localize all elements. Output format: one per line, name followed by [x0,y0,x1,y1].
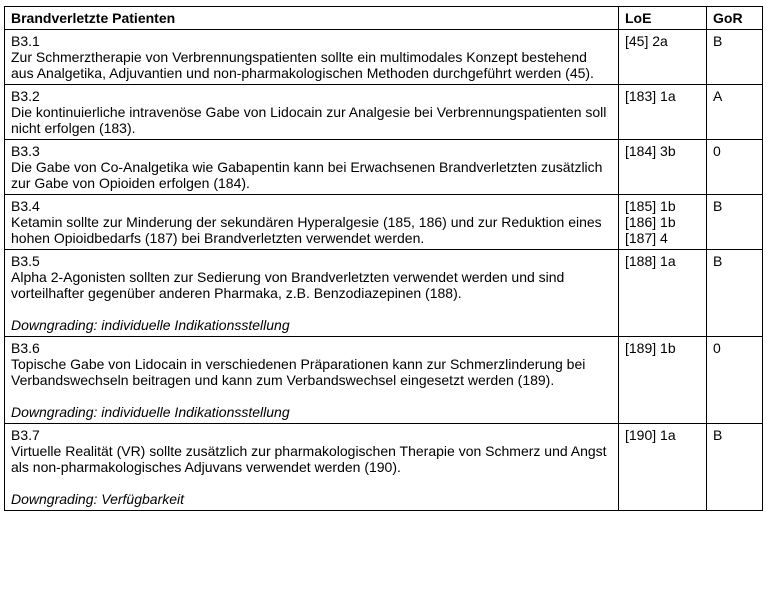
downgrading-note: Downgrading: individuelle Indikationsstellung [11,404,290,420]
loe-value: [185] 1b [625,198,676,214]
recommendation-cell [5,250,619,337]
loe-cell [619,140,707,195]
loe-cell [619,85,707,140]
loe-cell [619,30,707,85]
loe-cell [619,424,707,511]
recommendation-id: B3.5 [11,253,40,269]
recommendation-cell [5,195,619,250]
recommendation-text: Ketamin sollte zur Minderung der sekundären Hyperalgesie (185, 186) und zur Reduktion eines hohen Opioidbedarfs (187) bei Brandverletzten verwendet werden. [11,214,602,246]
loe-cell [619,195,707,250]
downgrading-note: Downgrading: Verfügbarkeit [11,491,185,507]
recommendation-text: Die kontinuierliche intravenöse Gabe von Lidocain zur Analgesie bei Verbrennungspatienten soll nicht erfolgen (183). [11,104,607,136]
recommendations-table [4,6,763,511]
loe-value: [183] 1a [625,88,676,104]
header-gor: GoR [707,7,763,30]
loe-value: [190] 1a [625,427,676,443]
table-row [5,250,763,337]
gor-cell: B [707,195,763,250]
recommendation-id: B3.6 [11,340,40,356]
recommendation-cell [5,337,619,424]
gor-cell: A [707,85,763,140]
recommendation-cell [5,140,619,195]
gor-cell: 0 [707,337,763,424]
gor-cell: B [707,250,763,337]
recommendation-id: B3.3 [11,143,40,159]
recommendation-id: B3.4 [11,198,40,214]
recommendation-cell [5,424,619,511]
loe-value: [187] 4 [625,230,668,246]
gor-cell: 0 [707,140,763,195]
header-loe: LoE [619,7,707,30]
table-body [5,30,763,511]
recommendation-text: Alpha 2-Agonisten sollten zur Sedierung von Brandverletzten verwendet werden und sind vorteilhafter gegenüber anderen Pharmaka, z.B. Benzodiazepinen (188). [11,269,565,301]
header-title: Brandverletzte Patienten [5,7,619,30]
loe-value: [189] 1b [625,340,676,356]
table-row [5,140,763,195]
recommendation-text: Zur Schmerztherapie von Verbrennungspatienten sollte ein multimodales Konzept bestehend aus Analgetika, Adjuvantien und non-pharmakologischen Methoden durchgeführt werden (45). [11,49,594,81]
loe-value: [186] 1b [625,214,676,230]
table-row [5,85,763,140]
recommendation-cell [5,85,619,140]
recommendation-text: Die Gabe von Co-Analgetika wie Gabapentin kann bei Erwachsenen Brandverletzten zusätzlich zur Gabe von Opioiden erfolgen (184). [11,159,603,191]
table-row [5,424,763,511]
downgrading-note: Downgrading: individuelle Indikationsstellung [11,317,290,333]
table-row [5,30,763,85]
loe-value: [184] 3b [625,143,676,159]
recommendation-id: B3.1 [11,33,40,49]
recommendation-text: Topische Gabe von Lidocain in verschiedenen Präparationen kann zur Schmerzlinderung bei Verbandswechseln beitragen und kann zum Verbandswechsel eingesetzt werden (189). [11,356,586,388]
table-row [5,337,763,424]
loe-value: [45] 2a [625,33,668,49]
loe-cell [619,250,707,337]
gor-cell: B [707,424,763,511]
table-row [5,195,763,250]
recommendation-id: B3.7 [11,427,40,443]
loe-cell [619,337,707,424]
recommendation-cell [5,30,619,85]
gor-cell: B [707,30,763,85]
recommendation-text: Virtuelle Realität (VR) sollte zusätzlich zur pharmakologischen Therapie von Schmerz und Angst als non-pharmakologisches Adjuvans verwendet werden (190). [11,443,607,475]
table-header-row [5,7,763,30]
loe-value: [188] 1a [625,253,676,269]
recommendation-id: B3.2 [11,88,40,104]
